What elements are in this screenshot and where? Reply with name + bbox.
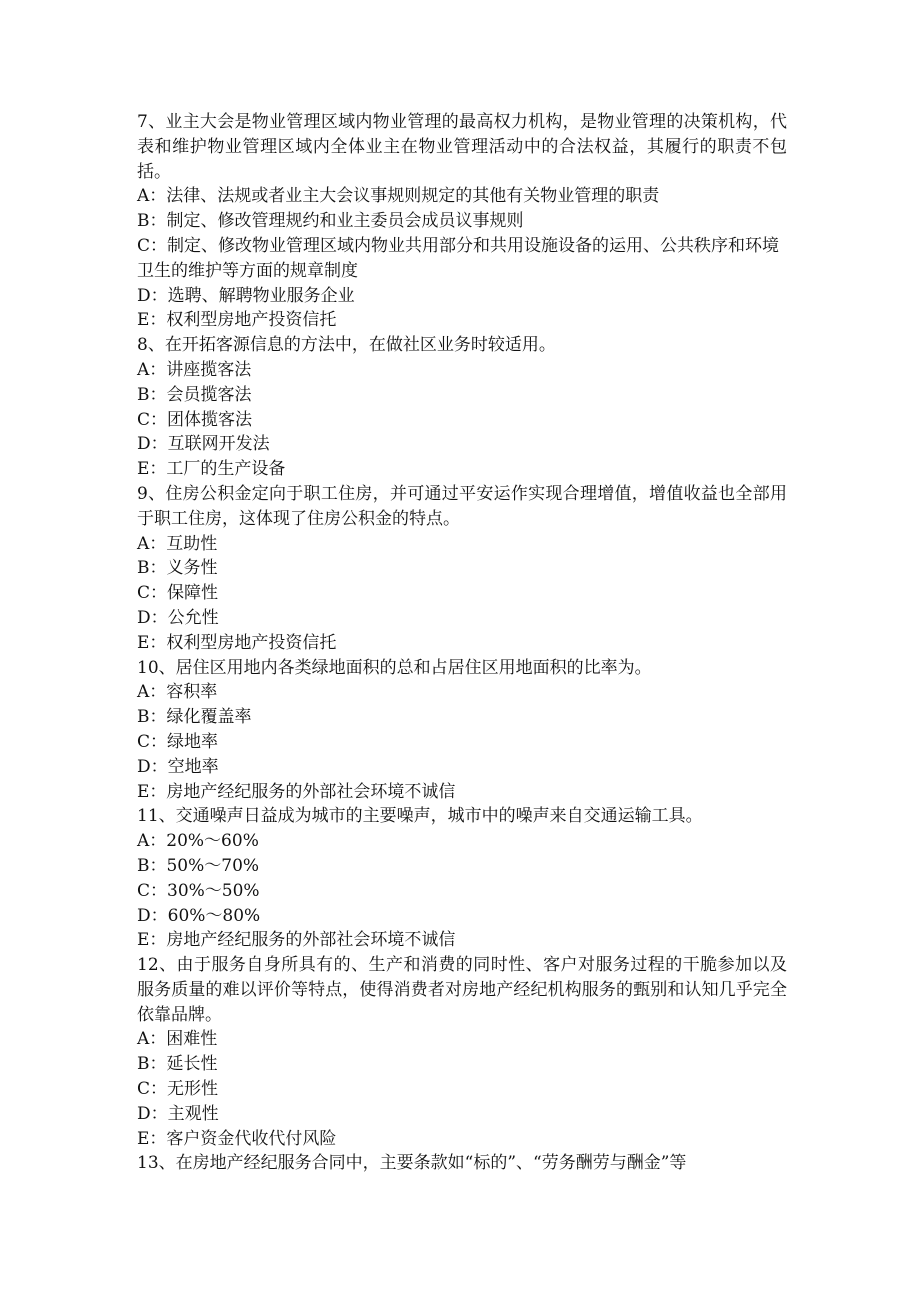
- option-c: C：制定、修改物业管理区域内物业共用部分和共用设施设备的运用、公共秩序和环境卫生的维护等方面的规章制度: [137, 235, 780, 281]
- option-e: E：客户资金代收代付风险: [137, 1128, 337, 1149]
- question-7: [137, 110, 787, 333]
- option-e: E：房地产经纪服务的外部社会环境不诚信: [137, 781, 456, 802]
- option-e: E：房地产经纪服务的外部社会环境不诚信: [137, 930, 456, 951]
- option-b: B：50%～70%: [137, 855, 260, 876]
- question-text: 8、在开拓客源信息的方法中，在做社区业务时较适用。: [137, 335, 556, 356]
- question-text: 11、交通噪声日益成为城市的主要噪声，城市中的噪声来自交通运输工具。: [137, 806, 703, 827]
- option-c: C：保障性: [137, 583, 219, 604]
- question-12: [137, 953, 787, 1151]
- option-b: B：绿化覆盖率: [137, 707, 252, 728]
- option-a: A：容积率: [137, 682, 218, 703]
- option-d: D：空地率: [137, 756, 219, 777]
- question-11: [137, 804, 787, 953]
- option-c: C：绿地率: [137, 731, 219, 752]
- option-a: A：20%～60%: [137, 831, 259, 852]
- option-b: B：制定、修改管理规约和业主委员会成员议事规则: [137, 211, 524, 232]
- question-text: 13、在房地产经纪服务合同中，主要条款如“标的”、“劳务酬劳与酬金”等: [137, 1153, 687, 1174]
- option-d: D：公允性: [137, 607, 219, 628]
- question-text: 12、由于服务自身所具有的、生产和消费的同时性、客户对服务过程的干脆参加以及服务质量的难以评价等特点，使得消费者对房地产经纪机构服务的甄别和认知几乎完全依靠品牌。: [137, 955, 787, 1025]
- option-e: E：权利型房地产投资信托: [137, 310, 337, 331]
- option-b: B：延长性: [137, 1054, 218, 1075]
- option-a: A：困难性: [137, 1029, 218, 1050]
- option-a: A：讲座揽客法: [137, 359, 252, 380]
- option-b: B：会员揽客法: [137, 384, 252, 405]
- question-text: 7、业主大会是物业管理区域内物业管理的最高权力机构，是物业管理的决策机构，代表和维护物业管理区域内全体业主在物业管理活动中的合法权益，其履行的职责不包括。: [137, 112, 787, 182]
- option-a: A：法律、法规或者业主大会议事规则规定的其他有关物业管理的职责: [137, 186, 660, 207]
- option-e: E：权利型房地产投资信托: [137, 632, 337, 653]
- question-list: [137, 110, 787, 1176]
- option-c: C：30%～50%: [137, 880, 260, 901]
- option-c: C：团体揽客法: [137, 409, 253, 430]
- option-a: A：互助性: [137, 533, 218, 554]
- option-e: E：工厂的生产设备: [137, 459, 286, 480]
- question-13: [137, 1151, 787, 1176]
- question-text: 9、住房公积金定向于职工住房，并可通过平安运作实现合理增值，增值收益也全部用于职工住房，这体现了住房公积金的特点。: [137, 483, 787, 529]
- question-9: [137, 482, 787, 656]
- option-c: C：无形性: [137, 1079, 219, 1100]
- option-b: B：义务性: [137, 558, 218, 579]
- question-10: [137, 656, 787, 805]
- option-d: D：选聘、解聘物业服务企业: [137, 285, 355, 306]
- option-d: D：主观性: [137, 1103, 219, 1124]
- option-d: D：60%～80%: [137, 905, 261, 926]
- option-d: D：互联网开发法: [137, 434, 270, 455]
- question-8: [137, 333, 787, 482]
- question-text: 10、居住区用地内各类绿地面积的总和占居住区用地面积的比率为。: [137, 657, 652, 678]
